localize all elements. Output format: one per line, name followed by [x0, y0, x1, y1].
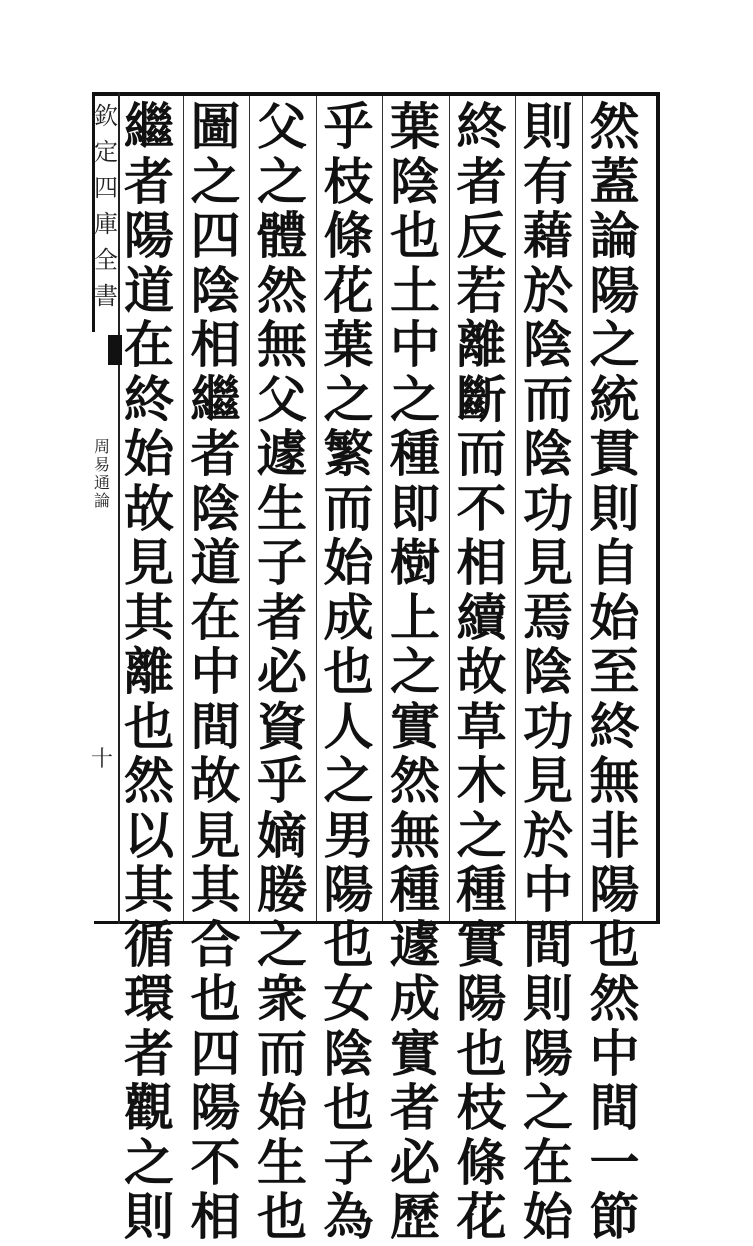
text-column: 葉 陰 也 土 中 之 種 即 樹 上 之 實 然 無 種 遽 成 實 者 必 歷: [390, 97, 440, 1246]
book-title-fragment: 欽 定 四 庫 全 書: [94, 102, 118, 310]
text-column: 然 蓋 論 陽 之 統 貫 則 自 始 至 終 無 非 陽 也 然 中 間 一 節: [589, 97, 640, 1246]
text-column: 乎 枝 條 花 葉 之 繁 而 始 成 也 人 之 男 陽 也 女 陰 也 子 為: [323, 97, 374, 1246]
column-divider: [382, 96, 383, 921]
text-column: 則 有 藉 於 陰 而 陰 功 見 焉 陰 功 見 於 中 間 則 陽 之 在 始: [523, 97, 573, 1246]
column-divider: [249, 96, 250, 921]
column-divider: [582, 96, 583, 921]
column-divider: [183, 96, 184, 921]
column-divider: [515, 96, 516, 921]
fishtail-mark: [108, 335, 122, 365]
running-title: 周 易 通 論: [93, 437, 110, 510]
text-column: 繼 者 陽 道 在 終 始 故 見 其 離 也 然 以 其 循 環 者 觀 之 則: [124, 97, 174, 1246]
text-column: 終 者 反 若 離 斷 而 不 相 續 故 草 木 之 種 實 陽 也 枝 條 花: [456, 97, 507, 1246]
text-column: 圖 之 四 陰 相 繼 者 陰 道 在 中 間 故 見 其 合 也 四 陽 不 相: [190, 97, 241, 1246]
column-divider: [316, 96, 317, 921]
text-column: 父 之 體 然 無 父 遽 生 子 者 必 資 乎 嫡 媵 之 衆 而 始 生 也: [257, 97, 307, 1246]
folio-number: 十: [90, 747, 113, 772]
column-divider: [449, 96, 450, 921]
gutter-inner-rule: [118, 92, 120, 924]
